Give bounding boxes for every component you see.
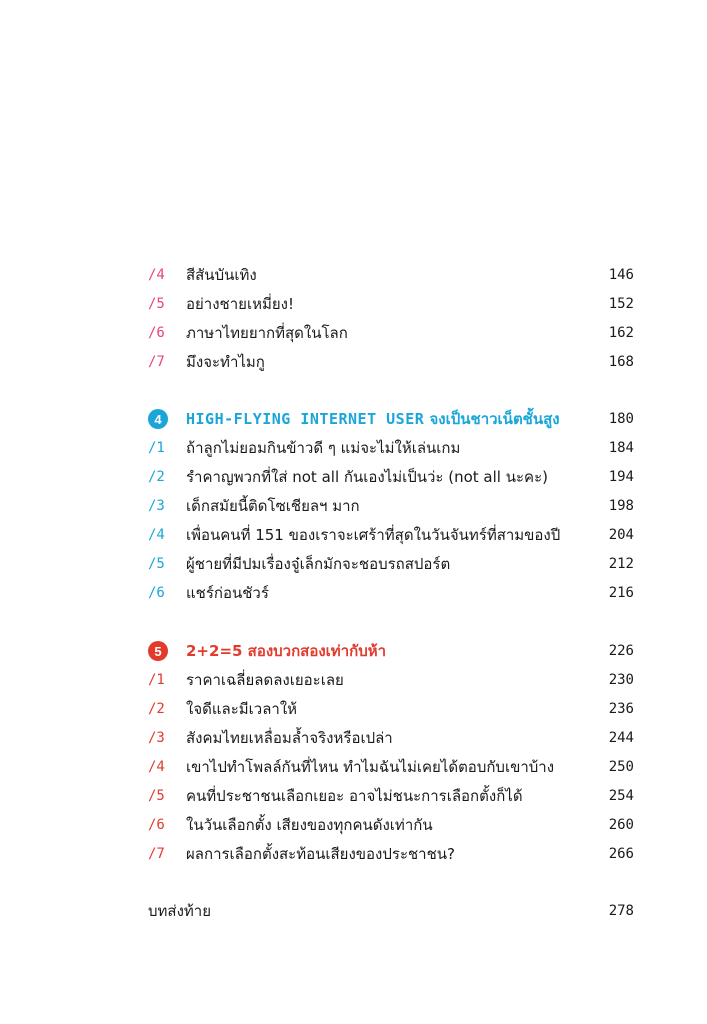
toc-entry[interactable] bbox=[148, 262, 634, 288]
entry-number: /5 bbox=[148, 296, 165, 312]
chapter-4-heading[interactable] bbox=[148, 406, 634, 432]
entry-page: 266 bbox=[608, 846, 634, 862]
toc-entry[interactable] bbox=[148, 783, 634, 809]
entry-title: รำคาญพวกที่ใส่ not all กันเองไม่เป็นว่ะ (not all นะคะ) bbox=[186, 468, 548, 486]
entry-page: 162 bbox=[608, 325, 634, 341]
entry-title: ถ้าลูกไม่ยอมกินข้าวดี ๆ แม่จะไม่ให้เล่นเกม bbox=[186, 439, 461, 457]
epilogue-title: บทส่งท้าย bbox=[148, 902, 211, 920]
entry-page: 236 bbox=[608, 701, 634, 717]
entry-number: /2 bbox=[148, 469, 165, 485]
entry-title: ผลการเลือกตั้งสะท้อนเสียงของประชาชน? bbox=[186, 845, 455, 863]
entry-title: มึงจะทำไมกู bbox=[186, 353, 265, 371]
entry-page: 250 bbox=[608, 759, 634, 775]
toc-entry[interactable] bbox=[148, 696, 634, 722]
entry-number: /4 bbox=[148, 267, 165, 283]
chapter-title-en: HIGH-FLYING INTERNET USER bbox=[186, 410, 425, 428]
entry-page: 146 bbox=[608, 267, 634, 283]
toc-entry[interactable] bbox=[148, 725, 634, 751]
chapter-5-heading[interactable] bbox=[148, 638, 634, 664]
entry-title: ภาษาไทยยากที่สุดในโลก bbox=[186, 324, 348, 342]
entry-page: 168 bbox=[608, 354, 634, 370]
entry-title: สีสันบันเทิง bbox=[186, 266, 257, 284]
entry-title: ผู้ชายที่มีปมเรื่องจู๋เล็กมักจะชอบรถสปอร์ต bbox=[186, 555, 451, 573]
entry-page: 184 bbox=[608, 440, 634, 456]
entry-title: เขาไปทำโพลล์กันที่ไหน ทำไมฉันไม่เคยได้ตอบกับเขาบ้าง bbox=[186, 758, 555, 776]
entry-number: /1 bbox=[148, 672, 165, 688]
entry-number: /3 bbox=[148, 730, 165, 746]
entry-title: เด็กสมัยนี้ติดโซเชียลฯ มาก bbox=[186, 497, 360, 515]
chapter-number-badge: 4 bbox=[148, 409, 168, 429]
toc-entry[interactable] bbox=[148, 435, 634, 461]
entry-page: 152 bbox=[608, 296, 634, 312]
entry-title: ราคาเฉลี่ยลดลงเยอะเลย bbox=[186, 671, 344, 689]
toc-entry[interactable] bbox=[148, 667, 634, 693]
chapter-title bbox=[186, 407, 584, 431]
toc-entry[interactable] bbox=[148, 551, 634, 577]
epilogue-entry[interactable] bbox=[148, 898, 634, 924]
toc-entry[interactable] bbox=[148, 291, 634, 317]
entry-number: /6 bbox=[148, 325, 165, 341]
entry-number: /7 bbox=[148, 846, 165, 862]
entry-title: คนที่ประชาชนเลือกเยอะ อาจไม่ชนะการเลือกตั้งก็ได้ bbox=[186, 787, 523, 805]
toc-entry[interactable] bbox=[148, 349, 634, 375]
entry-page: 244 bbox=[608, 730, 634, 746]
entry-number: /1 bbox=[148, 440, 165, 456]
entry-title: ใจดีและมีเวลาให้ bbox=[186, 700, 298, 718]
chapter-number-badge: 5 bbox=[148, 641, 168, 661]
toc-entry[interactable] bbox=[148, 580, 634, 606]
toc-entry[interactable] bbox=[148, 320, 634, 346]
entry-page: 194 bbox=[608, 469, 634, 485]
toc-entry[interactable] bbox=[148, 841, 634, 867]
entry-number: /5 bbox=[148, 556, 165, 572]
chapter-page: 180 bbox=[608, 411, 634, 427]
entry-number: /3 bbox=[148, 498, 165, 514]
entry-title: ในวันเลือกตั้ง เสียงของทุกคนดังเท่ากัน bbox=[186, 816, 433, 834]
entry-number: /2 bbox=[148, 701, 165, 717]
chapter-title-th: จงเป็นชาวเน็ตชั้นสูง bbox=[429, 410, 560, 428]
entry-title: เพื่อนคนที่ 151 ของเราจะเศร้าที่สุดในวันจันทร์ที่สามของปี bbox=[186, 526, 561, 544]
entry-number: /4 bbox=[148, 527, 165, 543]
entry-title: แชร์ก่อนชัวร์ bbox=[186, 584, 269, 602]
entry-page: 216 bbox=[608, 585, 634, 601]
toc-entry[interactable] bbox=[148, 812, 634, 838]
entry-number: /6 bbox=[148, 817, 165, 833]
entry-page: 212 bbox=[608, 556, 634, 572]
toc-entry[interactable] bbox=[148, 522, 634, 548]
toc-entry[interactable] bbox=[148, 464, 634, 490]
entry-page: 254 bbox=[608, 788, 634, 804]
toc-entry[interactable] bbox=[148, 493, 634, 519]
entry-title: สังคมไทยเหลื่อมล้ำจริงหรือเปล่า bbox=[186, 729, 393, 747]
entry-page: 198 bbox=[608, 498, 634, 514]
entry-page: 260 bbox=[608, 817, 634, 833]
chapter-badge-wrap bbox=[148, 641, 186, 661]
toc-entry[interactable] bbox=[148, 754, 634, 780]
chapter-title: 2+2=5 สองบวกสองเท่ากับห้า bbox=[186, 642, 387, 660]
entry-page: 204 bbox=[608, 527, 634, 543]
entry-number: /4 bbox=[148, 759, 165, 775]
entry-page: 230 bbox=[608, 672, 634, 688]
entry-number: /7 bbox=[148, 354, 165, 370]
entry-number: /6 bbox=[148, 585, 165, 601]
chapter-badge-wrap bbox=[148, 409, 186, 429]
chapter-page: 226 bbox=[608, 643, 634, 659]
entry-title: อย่างชายเหมี่ยง! bbox=[186, 295, 294, 313]
epilogue-page: 278 bbox=[608, 903, 634, 919]
entry-number: /5 bbox=[148, 788, 165, 804]
